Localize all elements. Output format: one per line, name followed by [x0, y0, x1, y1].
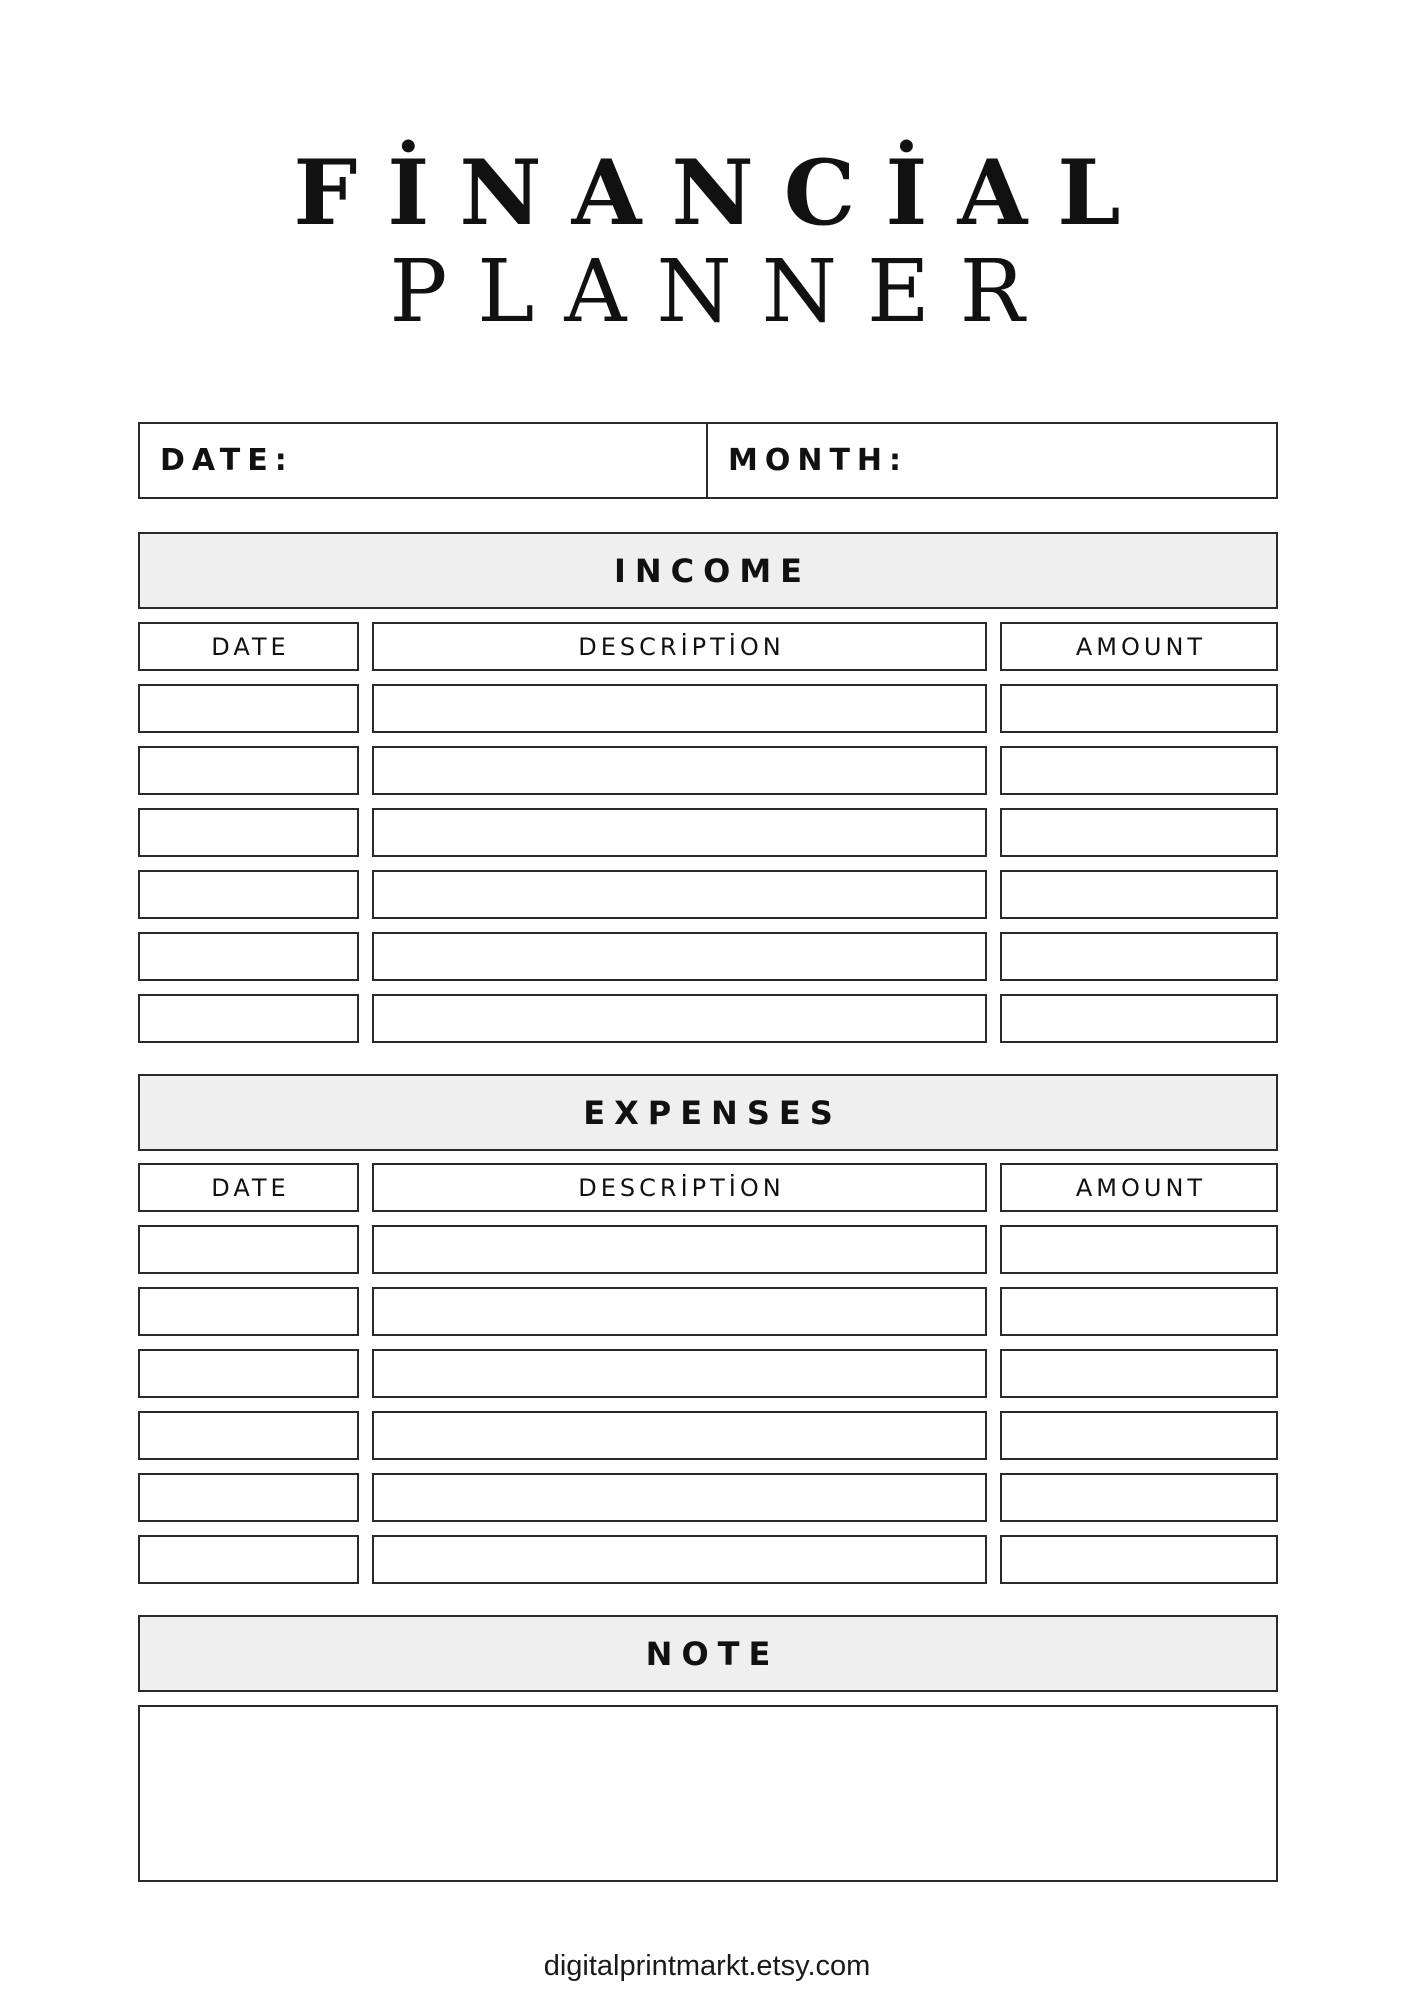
date-field[interactable] — [138, 422, 708, 499]
income-row-2-date-cell[interactable] — [138, 746, 359, 795]
income-column-label-amount: AMOUNT — [1075, 632, 1207, 661]
income-row-2-description-cell[interactable] — [372, 746, 987, 795]
expenses-row-2-date-cell[interactable] — [138, 1287, 359, 1336]
expenses-row-5-amount-cell[interactable] — [1000, 1473, 1278, 1522]
income-row-1-description-cell[interactable] — [372, 684, 987, 733]
expenses-column-header-description — [372, 1163, 987, 1212]
note-input-area[interactable] — [138, 1705, 1278, 1882]
expenses-column-label-amount: AMOUNT — [1075, 1173, 1207, 1202]
income-row-1-date-cell[interactable] — [138, 684, 359, 733]
income-row-4-amount-cell[interactable] — [1000, 870, 1278, 919]
expenses-row-5-description-cell[interactable] — [372, 1473, 987, 1522]
income-row-3-date-cell[interactable] — [138, 808, 359, 857]
footer-shop-url: digitalprintmarkt.etsy.com — [543, 1950, 871, 1982]
month-field-label: MONTH: — [728, 443, 909, 478]
expenses-row-2-amount-cell[interactable] — [1000, 1287, 1278, 1336]
income-row-3-amount-cell[interactable] — [1000, 808, 1278, 857]
income-row-5-description-cell[interactable] — [372, 932, 987, 981]
expenses-row-6-amount-cell[interactable] — [1000, 1535, 1278, 1584]
expenses-row-2-description-cell[interactable] — [372, 1287, 987, 1336]
expenses-section-title: EXPENSES — [583, 1093, 842, 1132]
expenses-row-6-date-cell[interactable] — [138, 1535, 359, 1584]
expenses-row-3-date-cell[interactable] — [138, 1349, 359, 1398]
expenses-row-5-date-cell[interactable] — [138, 1473, 359, 1522]
expenses-row-1-date-cell[interactable] — [138, 1225, 359, 1274]
expenses-row-6-description-cell[interactable] — [372, 1535, 987, 1584]
expenses-row-3-description-cell[interactable] — [372, 1349, 987, 1398]
expenses-row-1-amount-cell[interactable] — [1000, 1225, 1278, 1274]
expenses-column-label-date: DATE — [211, 1173, 290, 1202]
income-column-label-date: DATE — [211, 632, 290, 661]
expenses-row-1-description-cell[interactable] — [372, 1225, 987, 1274]
income-row-6-date-cell[interactable] — [138, 994, 359, 1043]
expenses-column-header-amount — [1000, 1163, 1278, 1212]
income-row-5-date-cell[interactable] — [138, 932, 359, 981]
expenses-section-header — [138, 1074, 1278, 1151]
income-row-4-date-cell[interactable] — [138, 870, 359, 919]
page-title-financial: FİNANCİAL — [293, 140, 1151, 246]
note-section-header — [138, 1615, 1278, 1692]
income-column-header-date — [138, 622, 359, 671]
expenses-column-header-date — [138, 1163, 359, 1212]
page-title-planner: PLANNER — [389, 242, 1055, 342]
income-row-5-amount-cell[interactable] — [1000, 932, 1278, 981]
expenses-row-4-amount-cell[interactable] — [1000, 1411, 1278, 1460]
income-column-header-description — [372, 622, 987, 671]
income-section-title: INCOME — [613, 551, 812, 590]
income-row-2-amount-cell[interactable] — [1000, 746, 1278, 795]
income-row-6-description-cell[interactable] — [372, 994, 987, 1043]
date-field-label: DATE: — [160, 443, 294, 478]
income-row-4-description-cell[interactable] — [372, 870, 987, 919]
expenses-row-3-amount-cell[interactable] — [1000, 1349, 1278, 1398]
expenses-row-4-description-cell[interactable] — [372, 1411, 987, 1460]
note-section-title: NOTE — [645, 1634, 780, 1673]
month-field[interactable] — [706, 422, 1278, 499]
income-row-6-amount-cell[interactable] — [1000, 994, 1278, 1043]
income-row-3-description-cell[interactable] — [372, 808, 987, 857]
income-section-header — [138, 532, 1278, 609]
expenses-row-4-date-cell[interactable] — [138, 1411, 359, 1460]
income-column-label-description: DESCRİPTİON — [578, 632, 785, 661]
expenses-column-label-description: DESCRİPTİON — [578, 1173, 785, 1202]
income-row-1-amount-cell[interactable] — [1000, 684, 1278, 733]
income-column-header-amount — [1000, 622, 1278, 671]
